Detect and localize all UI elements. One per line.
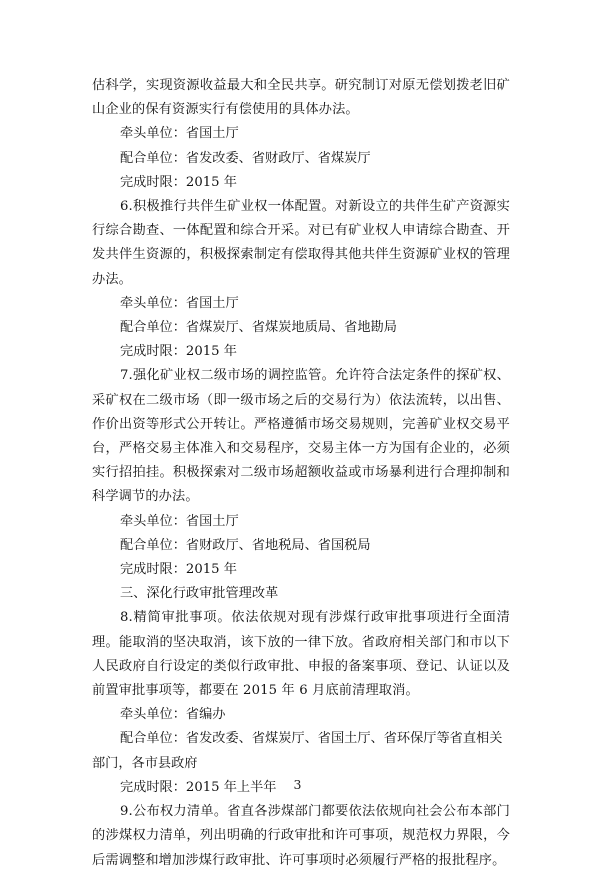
supporting-units: 配合单位：省发改委、省煤炭厅、省国土厅、省环保厅等省直相关部门，各市县政府 bbox=[92, 731, 503, 771]
lead-unit: 牵头单位：省编办 bbox=[120, 707, 226, 723]
paragraph-item-7: 7.强化矿业权二级市场的调控监管。允许符合法定条件的探矿权、采矿权在二级市场（即一级市场之后的交易行为）依法流转，以出售、作价出资等形式公开转让。严格遵循市场交易规则，完善矿业权交易平台，严格交易主体准入和交易程序，交易主体一方为国有企业的，必须实行招拍挂。积极探索对二级市场超额收益或市场暴利进行合理抑制和科学调节的办法。 bbox=[92, 368, 510, 505]
deadline: 完成时限：2015 年上半年 bbox=[120, 779, 277, 795]
page-number: 3 bbox=[293, 777, 302, 792]
paragraph-item-8: 8.精简审批事项。依法依规对现有涉煤行政审批事项进行全面清理。能取消的坚决取消，该下放的一律下放。省政府相关部门和市以下人民政府自行设定的类似行政审批、申报的备案事项、登记、认证以及前置审批事项等，都要在 2015 年 6 月底前清理取消。 bbox=[92, 610, 510, 699]
supporting-units: 配合单位：省财政厅、省地税局、省国税局 bbox=[120, 537, 371, 553]
deadline: 完成时限：2015 年 bbox=[120, 562, 237, 578]
section-heading: 三、深化行政审批管理改革 bbox=[120, 586, 279, 602]
deadline: 完成时限：2015 年 bbox=[120, 344, 237, 360]
lead-unit: 牵头单位：省国土厅 bbox=[120, 126, 239, 142]
supporting-units: 配合单位：省煤炭厅、省煤炭地质局、省地勘局 bbox=[120, 320, 397, 336]
paragraph-item-9: 9.公布权力清单。省直各涉煤部门都要依法依规向社会公布本部门的涉煤权力清单，列出明确的行政审批和许可事项，规范权力界限，今后需调整和增加涉煤行政审批、许可事项时必须履行严格的报批程序。 bbox=[92, 804, 510, 868]
document-body bbox=[92, 74, 510, 873]
lead-unit: 牵头单位：省国土厅 bbox=[120, 513, 239, 529]
lead-unit: 牵头单位：省国土厅 bbox=[120, 295, 239, 311]
deadline: 完成时限：2015 年 bbox=[120, 174, 237, 190]
paragraph-item-6: 6.积极推行共伴生矿业权一体配置。对新设立的共伴生矿产资源实行综合勘查、一体配置和综合开采。对已有矿业权人申请综合勘查、开发共伴生资源的，积极探索制定有偿取得其他共伴生资源矿业权的管理办法。 bbox=[92, 199, 510, 287]
supporting-units: 配合单位：省发改委、省财政厅、省煤炭厅 bbox=[120, 150, 371, 166]
paragraph-continuation: 估科学，实现资源收益最大和全民共享。研究制订对原无偿划拨老旧矿山企业的保有资源实行有偿使用的具体办法。 bbox=[92, 78, 510, 118]
